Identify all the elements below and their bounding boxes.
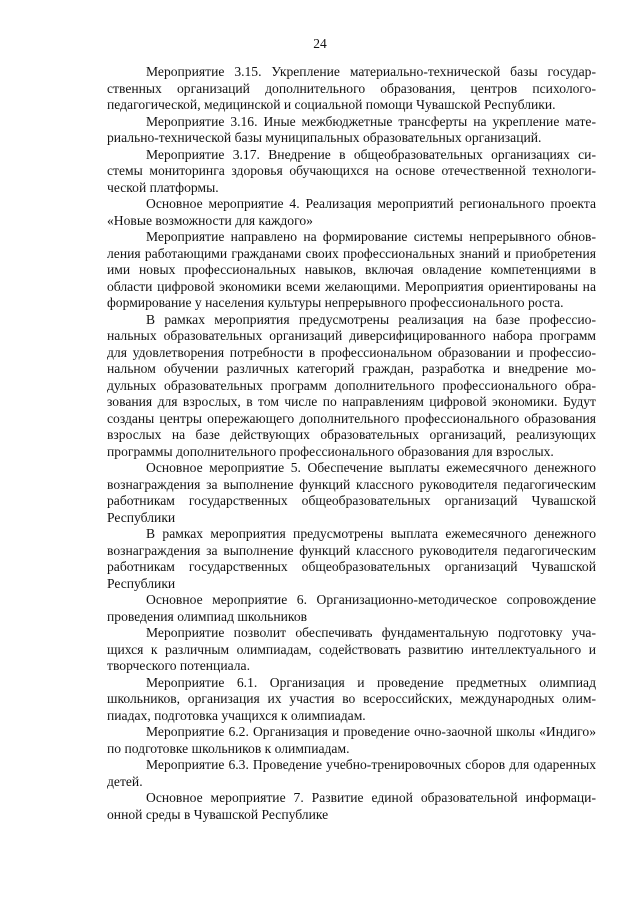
- paragraph-measure-4-description: Мероприятие направлено на формирование системы непрерывного обновления работающими гражданами своих профессиональных знаний и приобретения ими новых профессиональных навыков, включая овладение компетенциями в области цифровой экономики всеми желающими. Мероприятия ориентированы на формирование у населения культуры непрерывного профессионального роста.: [107, 229, 596, 310]
- paragraph-measure-4-details: В рамках мероприятия предусмотрены реализация на базе профессиональных образовательных организаций диверсифицированного набора программ для удовлетворения потребности в профессиональном образовании и профессиональном обучении различных категорий граждан, разработка и внедрение модульных образовательных программ дополнительного профессионального образования для взрослых, в том числе по направлениям цифровой экономики. Будут созданы центры опережающего дополнительного профессионального образования взрослых на базе действующих образовательных организаций, реализующих программы дополнительного профессионального образования для взрослых.: [107, 311, 596, 459]
- paragraph-measure-6-1: Мероприятие 6.1. Организация и проведение предметных олимпиад школьников, организация их участия во всероссийских, международных олимпиадах, подготовка учащихся к олимпиадам.: [107, 674, 596, 723]
- page-number: 24: [313, 36, 327, 51]
- paragraph-measure-3-15: Мероприятие 3.15. Укрепление материально-технической базы государственных организаций дополнительного образования, центров психолого-педагогической, медицинской и социальной помощи Чувашской Республики.: [107, 64, 596, 112]
- paragraph-main-measure-6: Основное мероприятие 6. Организационно-методическое сопровождение проведения олимпиад школьников: [107, 592, 596, 624]
- document-body: [107, 64, 596, 823]
- paragraph-measure-6-2: Мероприятие 6.2. Организация и проведение очно-заочной школы «Индиго» по подготовке школьников к олимпиадам.: [107, 724, 596, 756]
- paragraph-measure-5-details: В рамках мероприятия предусмотрены выплата ежемесячного денежного вознаграждения за выполнение функций классного руководителя педагогическим работникам государственных общеобразовательных организаций Чувашской Республики: [107, 526, 596, 591]
- paragraph-main-measure-4: Основное мероприятие 4. Реализация мероприятий регионального проекта «Новые возможности для каждого»: [107, 196, 596, 228]
- paragraph-main-measure-5: Основное мероприятие 5. Обеспечение выплаты ежемесячного денежного вознаграждения за выполнение функций классного руководителя педагогическим работникам государственных общеобразовательных организаций Чувашской Республики: [107, 460, 596, 525]
- paragraph-measure-6-3: Мероприятие 6.3. Проведение учебно-тренировочных сборов для одаренных детей.: [107, 757, 596, 789]
- paragraph-measure-3-16: Мероприятие 3.16. Иные межбюджетные трансферты на укрепление материально-технической базы муниципальных образовательных организаций.: [107, 113, 596, 145]
- paragraph-measure-6-description: Мероприятие позволит обеспечивать фундаментальную подготовку учащихся к различным олимпиадам, содействовать развитию интеллектуального и творческого потенциала.: [107, 625, 596, 673]
- paragraph-main-measure-7: Основное мероприятие 7. Развитие единой образовательной информационной среды в Чувашской Республике: [107, 790, 596, 822]
- paragraph-measure-3-17: Мероприятие 3.17. Внедрение в общеобразовательных организациях системы мониторинга здоровья обучающихся на основе отечественной технологической платформы.: [107, 146, 596, 195]
